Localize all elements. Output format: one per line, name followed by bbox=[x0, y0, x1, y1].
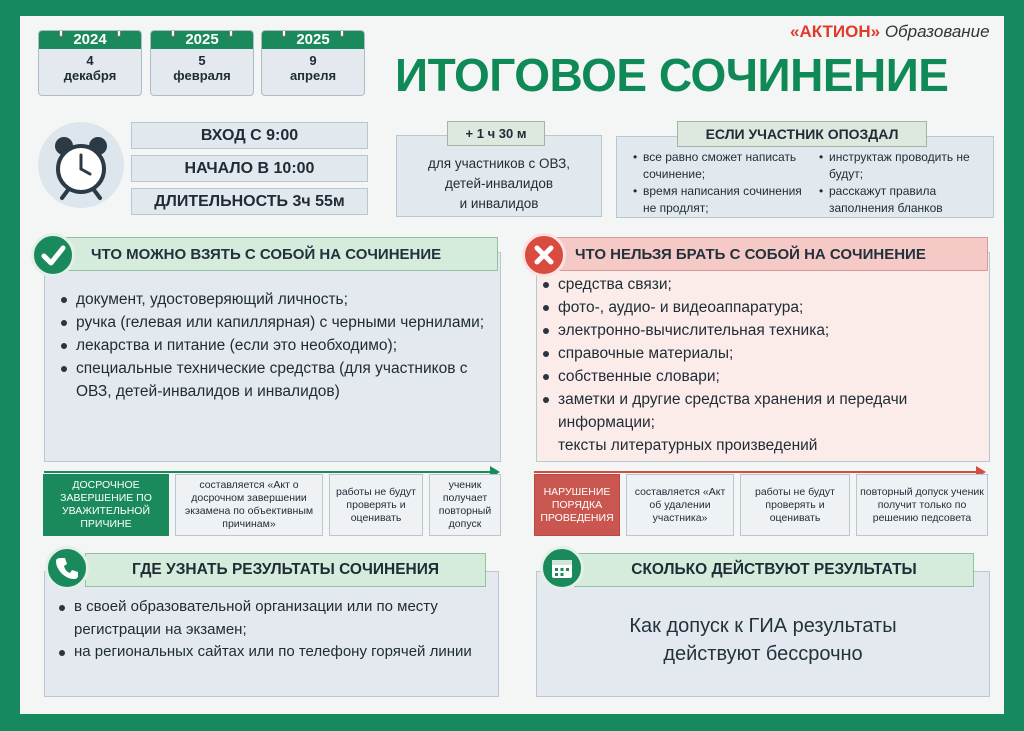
extra-time-text: для участников с ОВЗ, детей-инвалидов и инвалидов bbox=[428, 156, 570, 211]
flow-step: работы не будут проверять и оценивать bbox=[329, 474, 423, 536]
violation-label: НАРУШЕНИЕ ПОРЯДКА ПРОВЕДЕНИЯ bbox=[534, 474, 620, 536]
brand-name: «АКТИОН» bbox=[790, 22, 881, 41]
checkmark-icon bbox=[31, 233, 75, 277]
flow-step: ученик получает повторный допуск bbox=[429, 474, 501, 536]
extra-time-tag: + 1 ч 30 м bbox=[447, 121, 545, 146]
date-card-2 bbox=[150, 30, 254, 96]
start-time: НАЧАЛО В 10:00 bbox=[131, 155, 368, 182]
results-title: ГДЕ УЗНАТЬ РЕЗУЛЬТАТЫ СОЧИНЕНИЯ bbox=[85, 553, 486, 587]
date-year: 2024 bbox=[39, 31, 141, 49]
flow-arrow-line bbox=[44, 471, 492, 473]
list-item: электронно-вычислительная техника; bbox=[540, 319, 984, 342]
flow-step: составляется «Акт об удалении участника» bbox=[626, 474, 734, 536]
forbidden-list bbox=[540, 273, 984, 457]
date-month: февраля bbox=[173, 68, 231, 83]
page-title: ИТОГОВОЕ СОЧИНЕНИЕ bbox=[395, 49, 949, 101]
date-month: декабря bbox=[63, 68, 117, 83]
date-day: 4 bbox=[86, 53, 94, 68]
allowed-list bbox=[58, 288, 488, 403]
list-item: средства связи; bbox=[540, 273, 984, 296]
list-item: фото-, аудио- и видеоаппаратура; bbox=[540, 296, 984, 319]
date-day: 5 bbox=[198, 53, 206, 68]
date-month: апреля bbox=[289, 68, 337, 83]
duration: ДЛИТЕЛЬНОСТЬ 3ч 55м bbox=[131, 188, 368, 215]
brand-logo bbox=[790, 22, 990, 42]
extra-time-box bbox=[396, 126, 602, 217]
list-item: тексты литературных произведений bbox=[558, 437, 818, 454]
results-list bbox=[56, 596, 492, 664]
list-item: лекарства и питание (если это необходимо); bbox=[58, 334, 488, 357]
allowed-title: ЧТО МОЖНО ВЗЯТЬ С СОБОЙ НА СОЧИНЕНИЕ bbox=[52, 237, 498, 271]
list-item: специальные технические средства (для участников с ОВЗ, детей-инвалидов и инвалидов) bbox=[58, 357, 488, 403]
calendar-icon bbox=[540, 546, 584, 590]
forbidden-title: ЧТО НЕЛЬЗЯ БРАТЬ С СОБОЙ НА СОЧИНЕНИЕ bbox=[540, 237, 988, 271]
list-item: • время написания сочинения не продлят; bbox=[631, 183, 811, 217]
date-card-3 bbox=[261, 30, 365, 96]
phone-icon bbox=[45, 546, 89, 590]
list-item: справочные материалы; bbox=[540, 342, 984, 365]
validity-title: СКОЛЬКО ДЕЙСТВУЮТ РЕЗУЛЬТАТЫ bbox=[574, 553, 974, 587]
alarm-clock-icon bbox=[38, 122, 124, 208]
list-item: на региональных сайтах или по телефону горячей линии bbox=[56, 641, 492, 664]
flow-step: работы не будут проверять и оценивать bbox=[740, 474, 850, 536]
date-year: 2025 bbox=[151, 31, 253, 49]
list-item: документ, удостоверяющий личность; bbox=[58, 288, 488, 311]
date-card-1 bbox=[38, 30, 142, 96]
brand-sub: Образование bbox=[884, 22, 990, 41]
late-list-right bbox=[817, 149, 989, 217]
late-title: ЕСЛИ УЧАСТНИК ОПОЗДАЛ bbox=[677, 121, 927, 147]
late-list-left bbox=[631, 149, 811, 217]
list-item: в своей образовательной организации или по месту регистрации на экзамен; bbox=[56, 596, 492, 641]
list-item: • расскажут правила заполнения бланков bbox=[817, 183, 989, 217]
list-item: заметки и другие средства хранения и передачи информации; bbox=[540, 388, 984, 434]
validity-text: Как допуск к ГИА результаты действуют бессрочно bbox=[629, 615, 897, 665]
cross-icon bbox=[522, 233, 566, 277]
flow-arrow-line bbox=[534, 471, 978, 473]
late-participant-box bbox=[616, 126, 994, 218]
flow-step: составляется «Акт о досрочном завершении экзамена по объективным причинам» bbox=[175, 474, 323, 536]
entry-time: ВХОД С 9:00 bbox=[131, 122, 368, 149]
flow-step: повторный допуск ученик получит только по решению педсовета bbox=[856, 474, 988, 536]
date-day: 9 bbox=[309, 53, 317, 68]
list-item: собственные словари; bbox=[540, 365, 984, 388]
date-year: 2025 bbox=[262, 31, 364, 49]
early-completion-label: ДОСРОЧНОЕ ЗАВЕРШЕНИЕ ПО УВАЖИТЕЛЬНОЙ ПРИЧИНЕ bbox=[43, 474, 169, 536]
list-item: • все равно сможет написать сочинение; bbox=[631, 149, 811, 183]
list-item: ручка (гелевая или капиллярная) с черными чернилами; bbox=[58, 311, 488, 334]
list-item: • инструктаж проводить не будут; bbox=[817, 149, 989, 183]
